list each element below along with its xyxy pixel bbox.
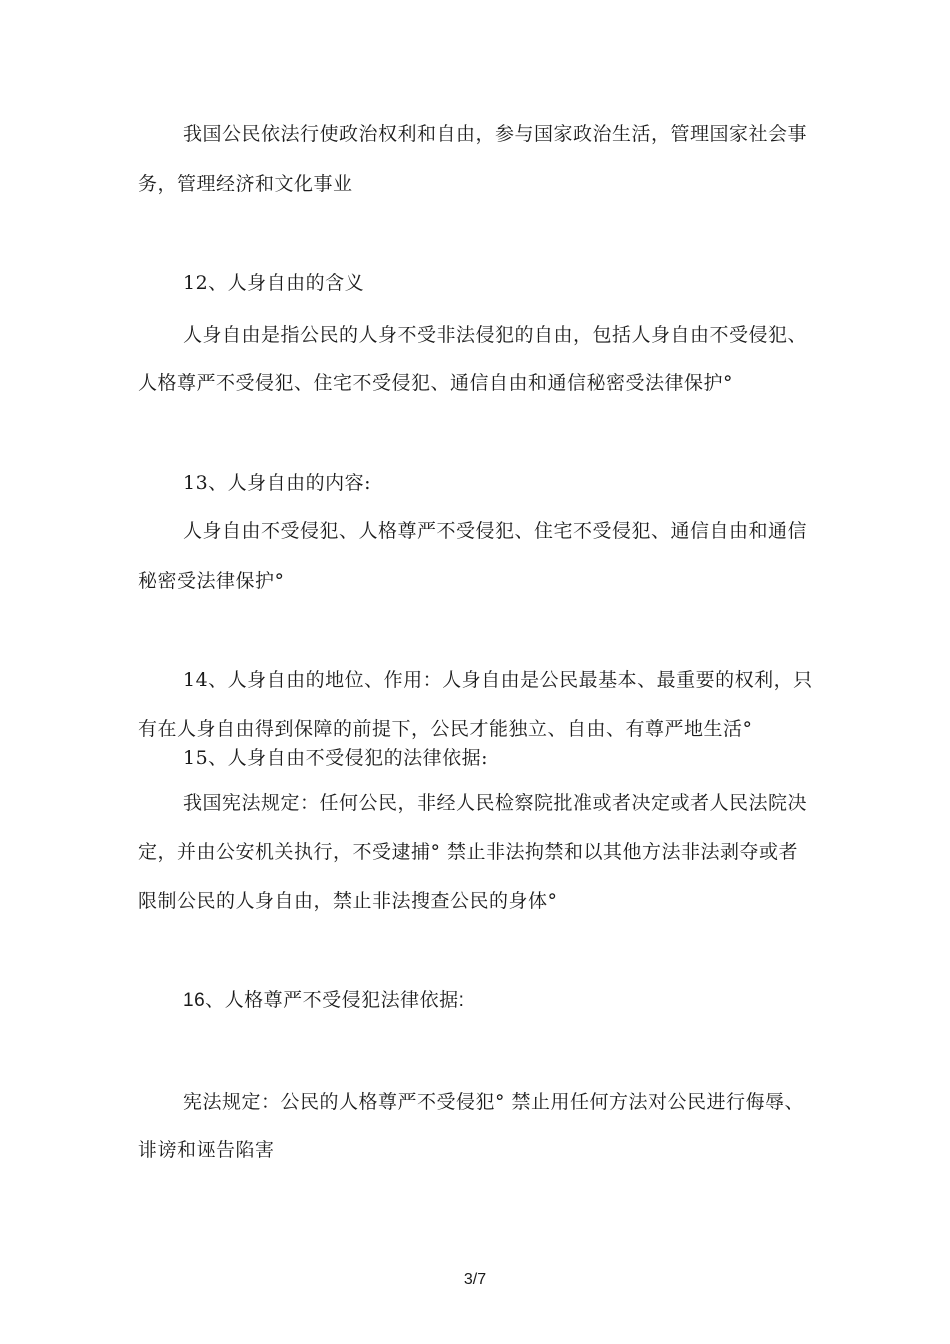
paragraph-line: 宪法规定：公民的人格尊严不受侵犯° 禁止用任何方法对公民进行侮辱、 — [183, 1091, 805, 1113]
section-heading-16: 16、人格尊严不受侵犯法律依据: — [183, 990, 465, 1011]
paragraph-line: 人身自由是指公民的人身不受非法侵犯的自由，包括人身自由不受侵犯、 — [183, 324, 808, 346]
paragraph-line: 务，管理经济和文化事业 — [138, 173, 353, 195]
section-heading-15: 15、人身自由不受侵犯的法律依据: — [183, 747, 489, 769]
paragraph-line: 我国公民依法行使政治权利和自由，参与国家政治生活，管理国家社会事 — [183, 123, 808, 145]
section-heading-14: 14、人身自由的地位、作用：人身自由是公民最基本、最重要的权利，只 — [183, 669, 813, 691]
paragraph-line: 定，并由公安机关执行，不受逮捕° 禁止非法拘禁和以其他方法非法剥夺或者 — [138, 841, 799, 863]
paragraph-line: 秘密受法律保护° — [138, 570, 285, 592]
paragraph-line: 我国宪法规定：任何公民，非经人民检察院批准或者决定或者人民法院决 — [183, 792, 808, 814]
page-number: 3/7 — [463, 1271, 487, 1288]
paragraph-line: 人格尊严不受侵犯、住宅不受侵犯、通信自由和通信秘密受法律保护° — [138, 372, 734, 394]
section-heading-12: 12、人身自由的含义 — [183, 272, 365, 294]
paragraph-line: 有在人身自由得到保障的前提下，公民才能独立、自由、有尊严地生活° — [138, 718, 753, 740]
paragraph-line: 人身自由不受侵犯、人格尊严不受侵犯、住宅不受侵犯、通信自由和通信 — [183, 520, 808, 542]
section-heading-13: 13、人身自由的内容: — [183, 472, 372, 494]
paragraph-line: 诽谤和诬告陷害 — [138, 1139, 275, 1161]
paragraph-line: 限制公民的人身自由，禁止非法搜查公民的身体° — [138, 890, 558, 912]
